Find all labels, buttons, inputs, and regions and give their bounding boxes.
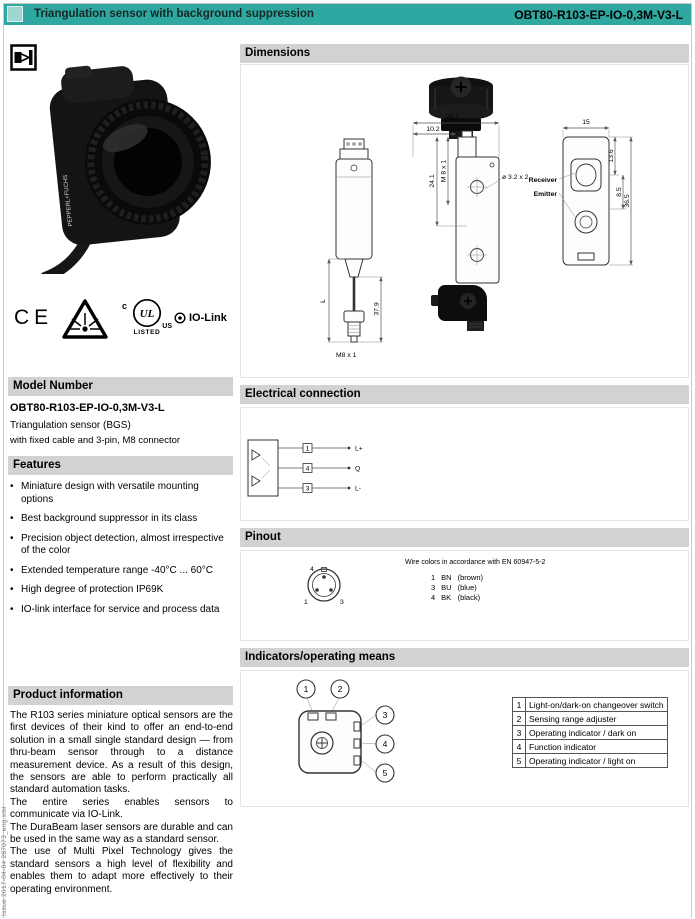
indicators-diagram	[245, 675, 445, 805]
indicators-table	[512, 697, 668, 768]
indicator-label: Sensing range adjuster	[526, 712, 668, 726]
paragraph: The entire series enables sensors to communicate via IO-Link.	[10, 796, 233, 821]
callout-2	[331, 680, 349, 698]
product-photo	[28, 54, 228, 274]
pin-color: (brown)	[457, 573, 484, 582]
table-row	[513, 726, 668, 740]
ul-circle-icon	[132, 298, 162, 328]
svg-text:1: 1	[303, 684, 309, 694]
dimensions-area	[240, 64, 689, 378]
indicator-label: Function indicator	[526, 740, 668, 754]
svg-text:L+: L+	[355, 445, 363, 453]
indicator-number: 2	[513, 712, 526, 726]
indicator-number: 1	[513, 698, 526, 712]
bullet: •	[10, 532, 14, 544]
dim-8-5: 8.5	[616, 187, 623, 197]
indicator-number: 4	[513, 740, 526, 754]
receiver-label: Receiver	[528, 177, 557, 184]
dim-m8x1-cable: M8 x 1	[336, 352, 357, 359]
ul-c-label: c	[122, 301, 128, 311]
table-row	[431, 593, 489, 603]
list-item: • High degree of protection IP69K	[10, 584, 164, 595]
section-product-information: Product information	[8, 686, 233, 705]
dim-13-6: 13.6	[608, 149, 615, 163]
section-dimensions: Dimensions	[240, 44, 689, 63]
laser-warning-icon	[62, 298, 108, 340]
svg-text:4: 4	[382, 739, 388, 749]
pin-label-left: 1	[304, 599, 308, 606]
pinout-table	[431, 573, 489, 603]
list-item: • Miniature design with versatile mounting options	[10, 481, 199, 505]
dim-36-5: 36.5	[624, 194, 631, 208]
pin-number: 3	[431, 583, 436, 592]
certification-marks	[8, 296, 234, 350]
svg-text:L-: L-	[355, 485, 362, 493]
bullet: •	[10, 584, 14, 595]
pin-code: BU	[441, 583, 452, 592]
svg-text:1: 1	[305, 445, 310, 453]
io-link-icon	[174, 312, 186, 324]
dim-10-2: 10.2	[426, 126, 440, 133]
indicators-area	[240, 670, 689, 807]
pin-color: (blue)	[457, 583, 477, 592]
svg-text:Q: Q	[355, 465, 361, 473]
product-family-icon	[7, 6, 23, 22]
svg-text:3: 3	[305, 485, 310, 493]
svg-text:3: 3	[382, 710, 388, 720]
ce-mark: CE	[14, 306, 54, 329]
bullet: •	[10, 603, 14, 615]
pin-code: BK	[441, 593, 452, 602]
indicator-number: 3	[513, 726, 526, 740]
dim-24-1: 24.1	[429, 174, 436, 188]
electrical-area	[240, 407, 689, 521]
pinout-area	[240, 550, 689, 641]
table-row	[513, 712, 668, 726]
model-number-value: OBT80-R103-EP-IO-0,3M-V3-L	[10, 402, 165, 414]
list-item: • Extended temperature range -40°C ... 60°C	[10, 564, 213, 576]
svg-text:5: 5	[382, 768, 388, 778]
indicator-number: 5	[513, 754, 526, 768]
list-item: • Precision object detection, almost irrespective of the color	[10, 532, 224, 556]
wire-color-note: Wire colors in accordance with EN 60947-5-2	[405, 559, 546, 566]
pin-label-top: 4	[310, 566, 314, 573]
face-view	[563, 137, 609, 265]
indicator-label: Operating indicator / dark on	[526, 726, 668, 740]
indicator-label: Operating indicator / light on	[526, 754, 668, 768]
emitter-label: Emitter	[533, 191, 557, 198]
bullet: •	[10, 481, 14, 492]
dimensions-drawing	[241, 65, 688, 377]
model-description: with fixed cable and 3-pin, M8 connector	[10, 435, 181, 446]
table-row	[513, 754, 668, 768]
section-electrical-connection: Electrical connection	[240, 385, 689, 404]
pinout-connector	[299, 559, 349, 609]
callout-3	[376, 706, 394, 724]
sensor-cable	[42, 241, 89, 274]
indicator-label: Light-on/dark-on changeover switch	[526, 698, 668, 712]
bullet: •	[10, 564, 14, 576]
side-view	[456, 131, 499, 283]
header-bar	[4, 4, 691, 25]
callout-5	[376, 764, 394, 782]
list-item: • Best background suppressor in its class	[10, 513, 198, 524]
product-information-text	[10, 710, 233, 896]
ul-listed-label: LISTED	[133, 329, 161, 336]
model-subtitle: Triangulation sensor (BGS)	[10, 420, 131, 431]
section-indicators: Indicators/operating means	[240, 648, 689, 667]
wire-q	[278, 464, 360, 473]
pin-code: BN	[441, 573, 452, 582]
front-view-with-cable	[336, 139, 372, 342]
callout-4	[376, 735, 394, 753]
photo-brand-label: PEPPERL+FUCHS	[62, 174, 75, 227]
wire-l-minus	[278, 484, 361, 493]
section-features: Features	[8, 456, 233, 475]
dim-37-9: 37.9	[373, 302, 381, 316]
section-model-number: Model Number	[8, 377, 233, 396]
dim-26-7: 26.7	[445, 114, 459, 121]
dim-m8x1-side: M 8 x 1	[440, 159, 448, 183]
dim-cable-length: L	[320, 299, 327, 303]
pin-number: 4	[431, 593, 436, 602]
page-title: Triangulation sensor with background suppression	[34, 8, 314, 20]
io-link-label: IO-Link	[189, 312, 227, 324]
paragraph: The use of Multi Pixel Technology gives the standard sensors a high level of flexibility and enables them to adapt more effectively to their operating environment.	[10, 846, 233, 895]
pin-color: (black)	[457, 593, 481, 602]
svg-text:2: 2	[337, 684, 343, 694]
paragraph: The R103 series miniature optical sensors are the first devices of their kind to offer an end-to-end solution in a small single standard design — from thru-beam sensor through to a distance measurement device. As a result of this design, the sensors are able to perform practically all standard automation tasks.	[10, 710, 233, 796]
io-link-logo	[174, 312, 227, 324]
wire-l-plus	[278, 444, 363, 453]
table-row	[431, 573, 489, 583]
header-model-number: OBT80-R103-EP-IO-0,3M-V3-L	[514, 8, 683, 22]
section-pinout: Pinout	[240, 528, 689, 547]
svg-text:4: 4	[305, 465, 310, 473]
svg-text:UL: UL	[139, 308, 155, 320]
document-issue-note: Issue 2017-04-04 287073_eng.xml	[1, 806, 8, 916]
dim-15: 15	[582, 119, 590, 126]
table-row	[513, 698, 668, 712]
table-row	[431, 583, 489, 593]
features-list	[10, 481, 232, 623]
paragraph: The DuraBeam laser sensors are durable and can be used in the same way as a standard sensor.	[10, 821, 233, 846]
list-item: • IO-link interface for service and process data	[10, 603, 220, 615]
electrical-diagram	[247, 438, 407, 498]
callout-1	[297, 680, 315, 698]
ul-us-label: US	[162, 323, 172, 330]
ul-mark	[120, 298, 174, 344]
m8-plug-photo-angled	[431, 285, 487, 331]
dim-hole: ø 3.2 x 2	[502, 174, 529, 181]
table-row	[513, 740, 668, 754]
pin-number: 1	[431, 573, 436, 582]
bullet: •	[10, 513, 14, 524]
pin-label-right: 3	[340, 599, 344, 606]
